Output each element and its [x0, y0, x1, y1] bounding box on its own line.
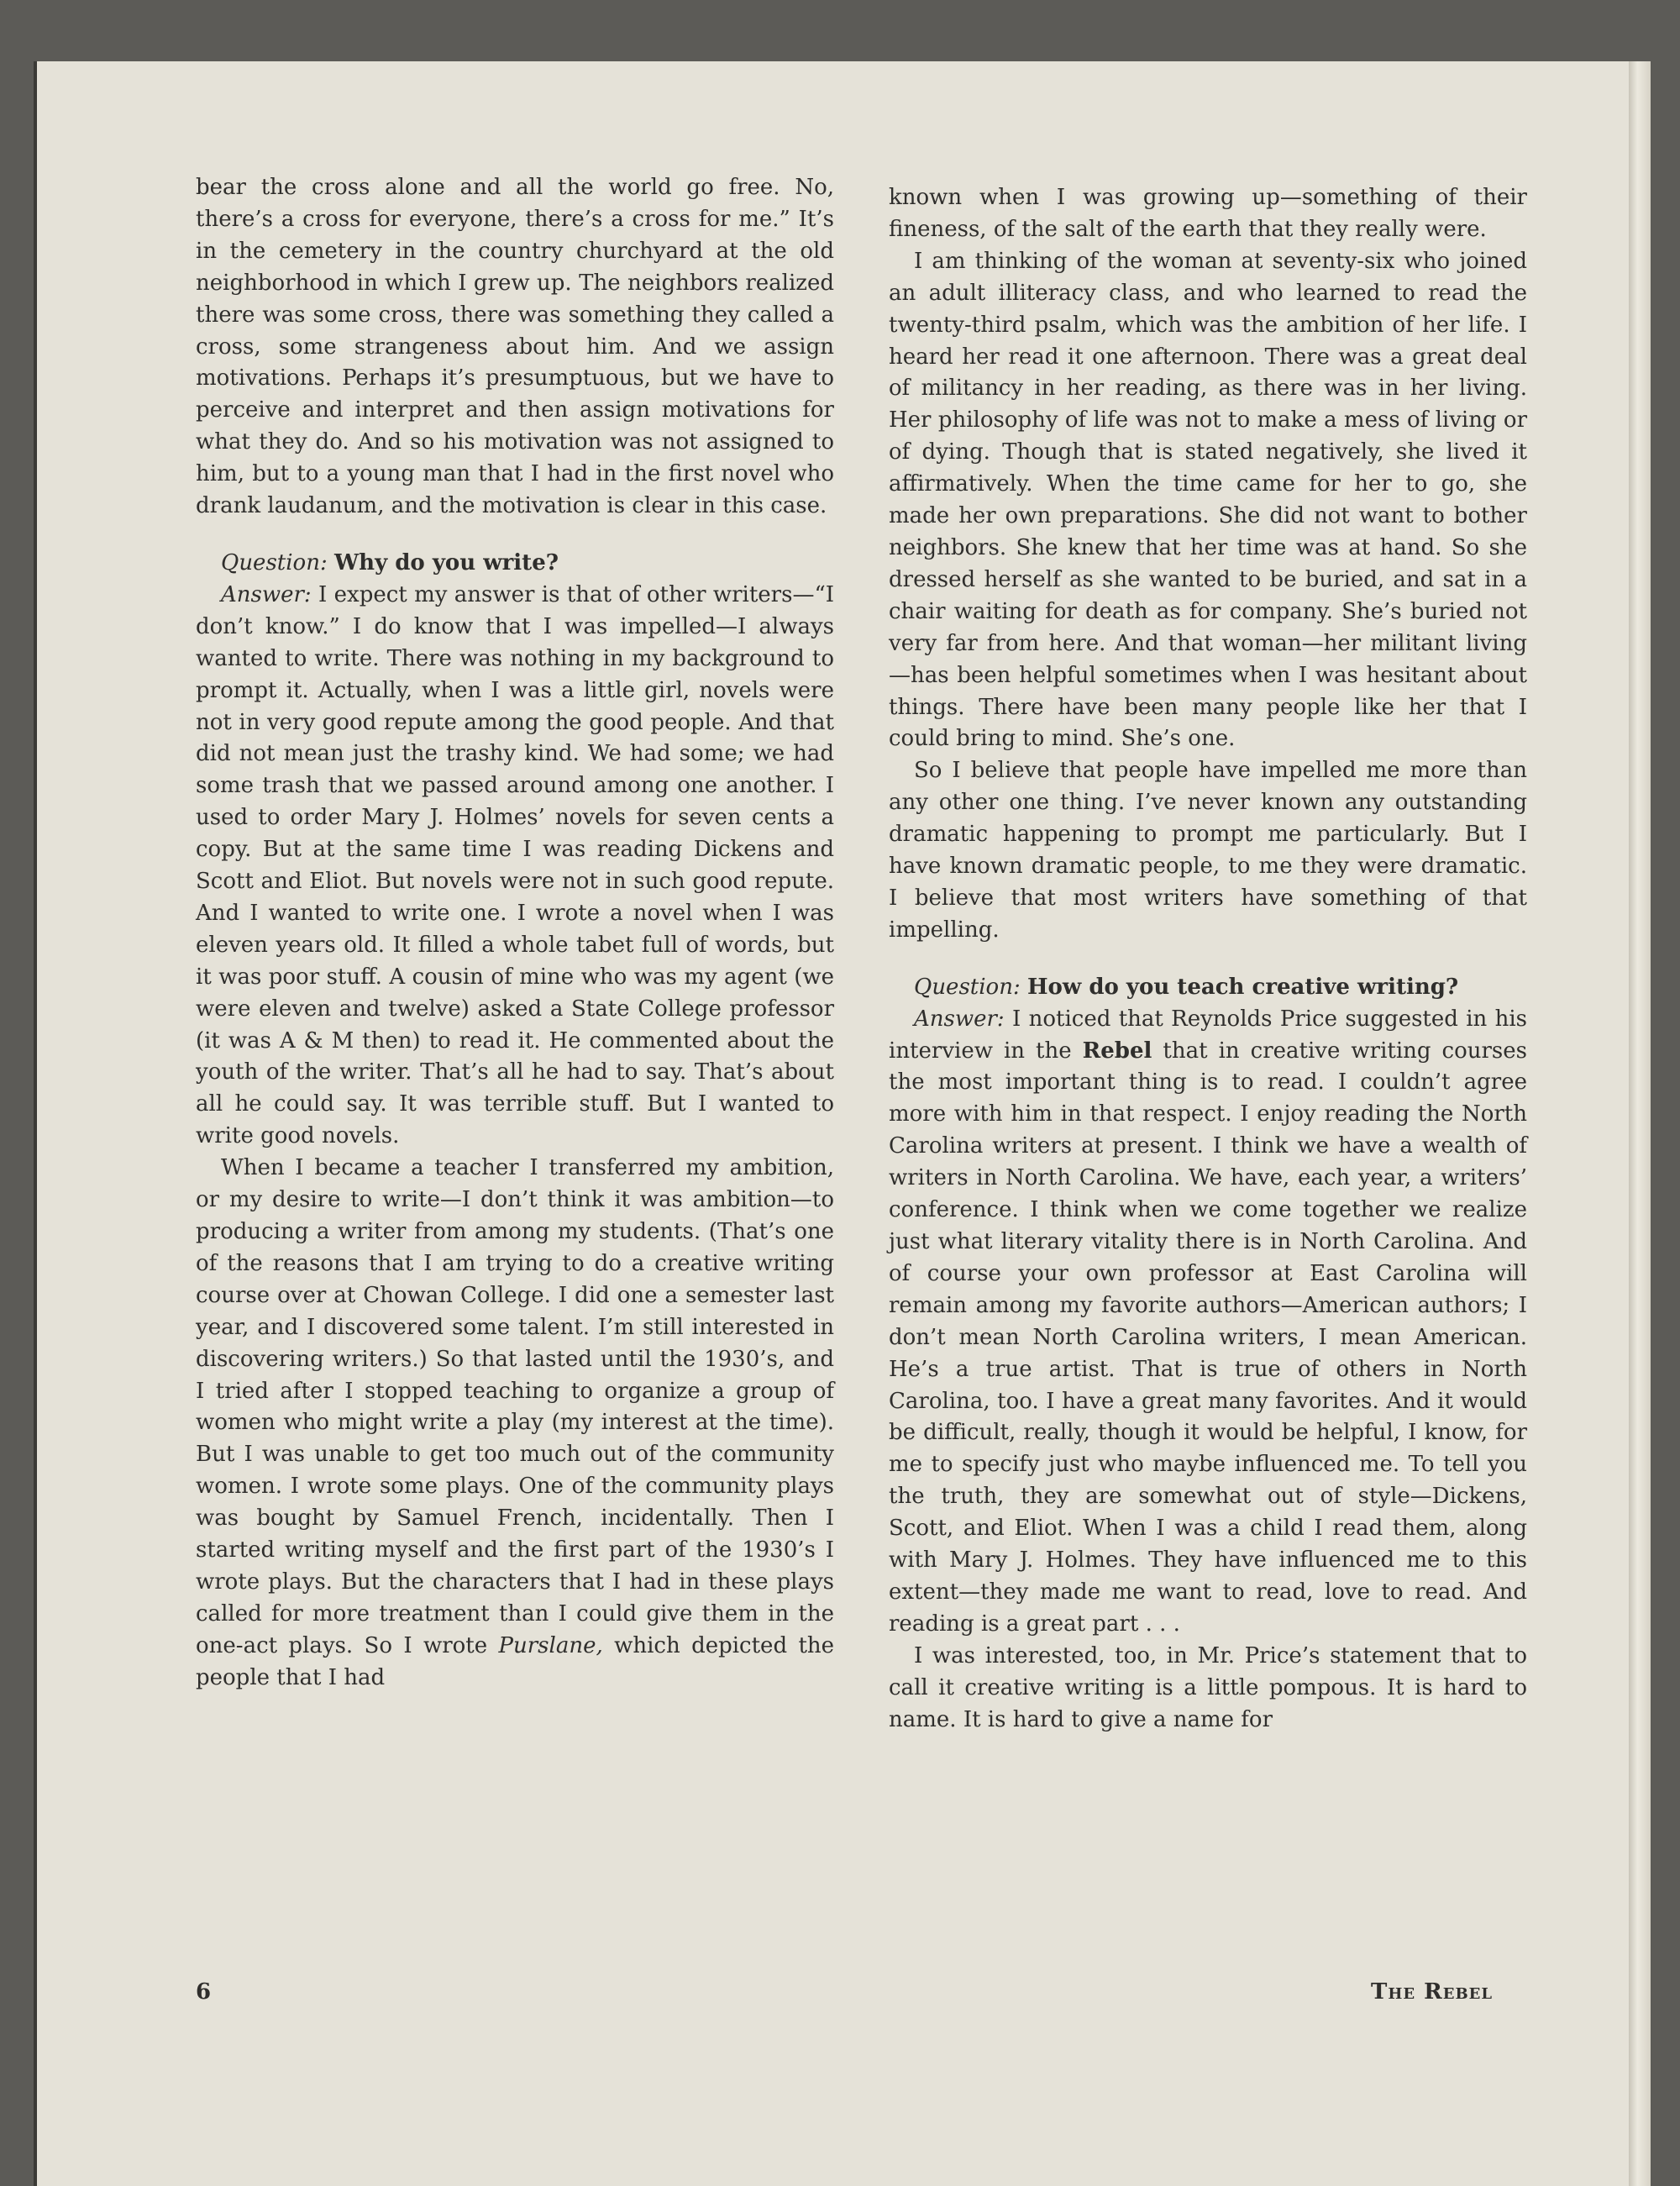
paragraph-text: When I became a teacher I transferred my ambition, or my desire to write—I don’t think it was ambition—to producing a writer from among my students. (That’s one of the reasons that I am trying to do a creative writing course over at Chowan College. I did one a semester last year, and I discovered some talent. I’m still interested in discovering writers.) So that lasted until the 1930’s, and I tried after I stopped teaching to organize a group of women who might write a play (my interest at the time). But I was unable to get too much out of the community women. I wrote some plays. One of the community plays was bought by Samuel French, incidentally. Then I started writing myself and the first part of the 1930’s I wrote plays. But the characters that I had in these plays called for more treatment than I could give them in the one-act plays. So I wrote — [196, 1155, 834, 1658]
magazine-name: The Rebel — [1371, 1979, 1494, 2005]
question-text: How do you teach creative writing? — [1026, 974, 1459, 1000]
page-number: 6 — [196, 1979, 212, 2005]
paragraph: known when I was growing up—something of their fineness, of the salt of the earth that they really were. — [889, 185, 1527, 242]
paragraph-text: which depicted the people that I had — [196, 1632, 835, 1690]
question-heading — [196, 548, 834, 580]
magazine-reference: Rebel — [1082, 1038, 1152, 1064]
paragraph: I was interested, too, in Mr. Price’s statement that to call it creative writing is a little pompous. It is hard to name. It is hard to give a name for — [889, 1642, 1527, 1732]
answer-label: Answer: — [914, 1006, 1005, 1032]
answer-paragraph — [889, 1004, 1527, 1641]
paragraph — [196, 1153, 834, 1694]
magazine-page — [34, 61, 1651, 2186]
answer-text: I noticed that Reynolds Price suggested in his interview in the — [889, 1006, 1528, 1064]
question-label: Question: — [914, 974, 1021, 1000]
answer-text: I expect my answer is that of other writers—“I don’t know.” I do know that I was impelled—I always wanted to write. There was nothing in my background to prompt it. Actually, when I was a little girl, novels were not in very good repute among the good people. And that did not mean just the trashy kind. We had some; we had some trash that we passed around among one another. I used to order Mary J. Holmes’ novels for seven cents a copy. But at the same time I was reading Dickens and Scott and Eliot. But novels were not in such good repute. And I wanted to write one. I wrote a novel when I was eleven years old. It filled a whole tabet full of words, but it was poor stuff. A cousin of mine who was my agent (we were eleven and twelve) asked a State College professor (it was A & M then) to read it. He commented about the youth of the writer. That’s all he had to say. That’s about all he could say. It was terrible stuff. But I wanted to write good novels. — [196, 581, 835, 1149]
paragraph: So I believe that people have impelled me more than any other one thing. I’ve never known any outstanding dramatic happening to prompt me particularly. But I have known dramatic people, to me they were dramatic. I believe that most writers have something of that impelling. — [889, 758, 1527, 943]
paragraph: I am thinking of the woman at seventy-six who joined an adult illiteracy class, and who learned to read the twenty-third psalm, which was the ambition of her life. I heard her read it one afternoon. There was a great deal of militancy in her reading, as there was in her living. Her philosophy of life was not to make a mess of living or of dying. Though that is stated negatively, she lived it affirmatively. When the time came for her to go, she made her own preparations. She did not want to bother neighbors. She knew that her time was at hand. So she dressed herself as she wanted to be buried, and sat in a chair waiting for death as for company. She’s buried not very far from here. And that woman—her militant living—has been helpful sometimes when I was hesitant about things. There have been many people like her that I could bring to mind. She’s one. — [889, 248, 1527, 752]
paragraph: bear the cross alone and all the world go free. No, there’s a cross for everyone, there’s a cross for me.” It’s in the cemetery in the country churchyard at the old neighborhood in which I grew up. The neighbors realized there was some cross, there was something they called a cross, some strangeness about him. And we assign motivations. Perhaps it’s presumptuous, but we have to perceive and interpret and then assign motivations for what they do. And so his motivation was not assigned to him, but to a young man that I had in the first novel who drank laudanum, and the motivation is clear in this case. — [196, 175, 834, 519]
answer-label: Answer: — [221, 581, 312, 607]
right-column — [889, 182, 1527, 1737]
left-column — [196, 172, 834, 1695]
question-text: Why do you write? — [333, 549, 559, 575]
question-heading — [889, 972, 1527, 1004]
page-gutter — [1629, 61, 1651, 2186]
book-title: Purslane, — [498, 1632, 603, 1658]
answer-paragraph — [196, 580, 834, 1153]
answer-text: that in creative writing courses the most important thing is to read. I couldn’t agree more with him in that respect. I enjoy reading the North Carolina writers at present. I think we have a wealth of writers in North Carolina. We have, each year, a writers’ conference. I think when we come together we realize just what literary vitality there is in North Carolina. And of course your own professor at East Carolina will remain among my favorite authors—American authors; I don’t mean North Carolina writers, I mean American. He’s a true artist. That is true of others in North Carolina, too. I have a great many favorites. And it would be difficult, really, though it would be helpful, I know, for me to specify just who maybe influenced me. To tell you the truth, they are somewhat out of style—Dickens, Scott, and Eliot. When I was a child I read them, along with Mary J. Holmes. They have influenced me to this extent—they made me want to read, love to read. And reading is a great part . . . — [889, 1038, 1528, 1637]
question-label: Question: — [221, 549, 328, 575]
